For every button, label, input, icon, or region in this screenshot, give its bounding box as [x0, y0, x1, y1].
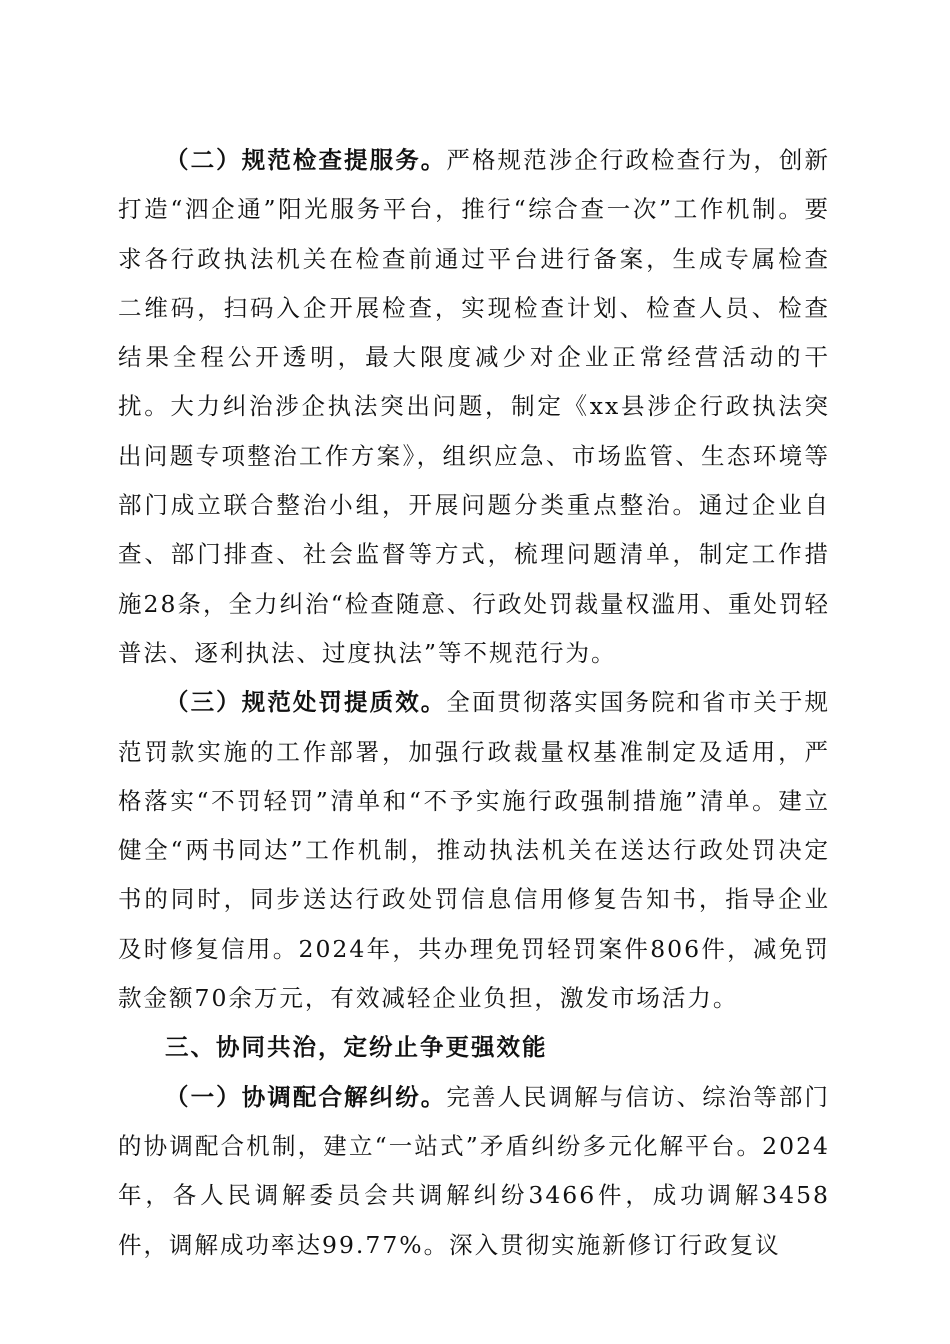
paragraph-body: 严格规范涉企行政检查行为，创新打造“泗企通”阳光服务平台，推行“综合查一次”工作机制。要求各行政执法机关在检查前通过平台进行备案，生成专属检查二维码，扫码入企开展检查，实现检查计划、检查人员、检查结果全程公开透明，最大限度减少对企业正常经营活动的干扰。大力纠治涉企执法突出问题，制定《xx县涉企行政执法突出问题专项整治工作方案》，组织应急、市场监管、生态环境等部门成立联合整治小组，开展问题分类重点整治。通过企业自查、部门排查、社会监督等方式，梳理问题清单，制定工作措施28条，全力纠治“检查随意、行政处罚裁量权滥用、重处罚轻普法、逐利执法、过度执法”等不规范行为。: [118, 146, 831, 667]
section-heading: 三、协同共治，定纷止争更强效能: [165, 1033, 548, 1062]
paragraph-lead: （二）规范检查提服务。: [165, 146, 447, 174]
paragraph-body: 全面贯彻落实国务院和省市关于规范罚款实施的工作部署，加强行政裁量权基准制定及适用，严格落实“不罚轻罚”清单和“不予实施行政强制措施”清单。建立健全“两书同达”工作机制，推动执法机关在送达行政处罚决定书的同时，同步送达行政处罚信息信用修复告知书，指导企业及时修复信用。2024年，共办理免罚轻罚案件806件，减免罚款金额70余万元，有效减轻企业负担，激发市场活力。: [118, 688, 831, 1013]
paragraph-lead: （一）协调配合解纠纷。: [165, 1082, 447, 1111]
paragraph-body: 完善人民调解与信访、综治等部门的协调配合机制，建立“一站式”矛盾纠纷多元化解平台。2024年，各人民调解委员会共调解纠纷3466件，成功调解3458件，调解成功率达99.77%。深入贯彻实施新修订行政复议: [118, 1082, 831, 1259]
paragraph-dispute-resolution: [118, 1073, 830, 1270]
document-page: [118, 136, 830, 1270]
paragraph-penalty-quality: [118, 678, 830, 1023]
paragraph-inspection-service: [118, 136, 830, 678]
paragraph-lead: （三）规范处罚提质效。: [165, 688, 447, 717]
